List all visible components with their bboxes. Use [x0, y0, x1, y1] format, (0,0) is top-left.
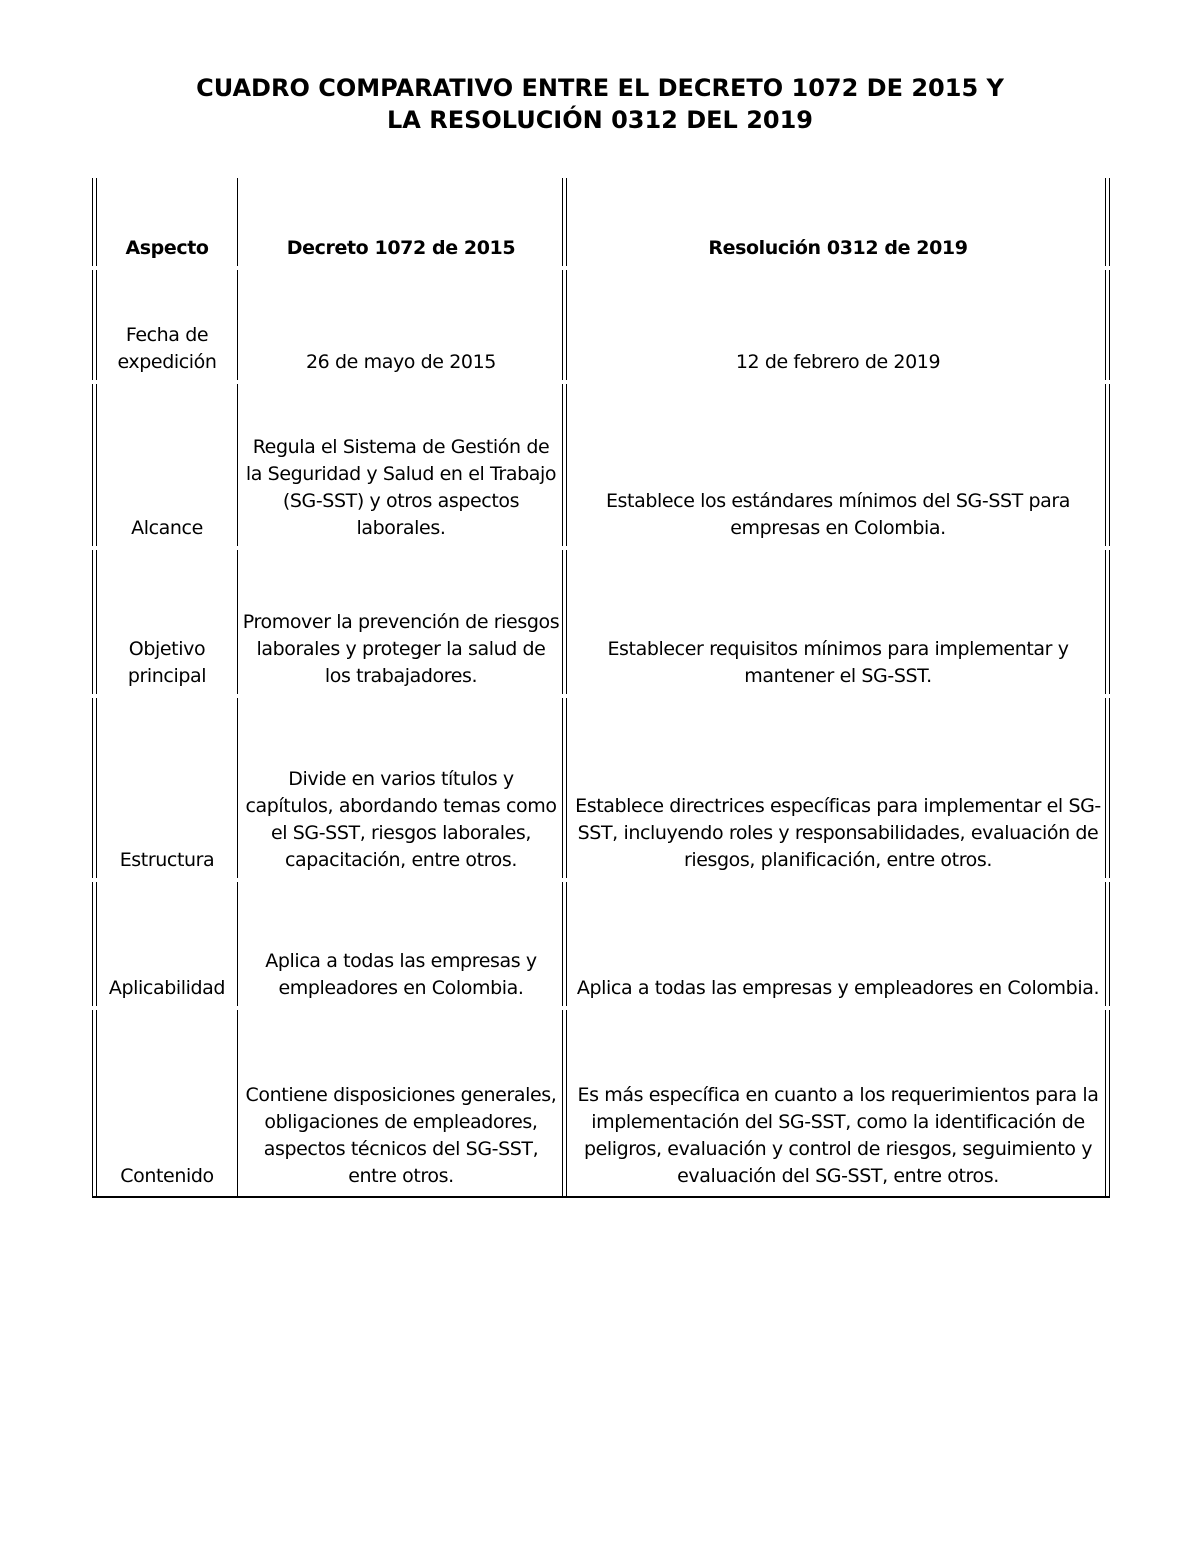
table-cell-resolucion: Establece los estándares mínimos del SG-SST para empresas en Colombia. — [605, 490, 1071, 539]
table-cell-decreto: Divide en varios títulos y capítulos, abordando temas como el SG-SST, riesgos laborales, capacitación, entre otros. — [245, 768, 557, 871]
table-cell-aspect: Objetivo principal — [127, 638, 207, 687]
table-cell-decreto: Regula el Sistema de Gestión de la Seguridad y Salud en el Trabajo (SG-SST) y otros aspectos laborales. — [245, 436, 557, 539]
table-cell-aspect: Fecha de expedición — [117, 324, 217, 373]
table-cell-aspect: Estructura — [119, 849, 215, 871]
table-cell-decreto: Promover la prevención de riesgos laborales y proteger la salud de los trabajadores. — [242, 611, 560, 687]
title-line-1: CUADRO COMPARATIVO ENTRE EL DECRETO 1072 DE 2015 Y — [196, 74, 1004, 102]
header-aspecto: Aspecto — [125, 237, 209, 259]
table-cell-resolucion: 12 de febrero de 2019 — [735, 351, 941, 373]
table-cell-aspect: Aplicabilidad — [108, 977, 226, 999]
header-resolucion: Resolución 0312 de 2019 — [708, 237, 968, 259]
table-cell-decreto: 26 de mayo de 2015 — [305, 351, 496, 373]
page-title — [0, 72, 1200, 136]
comparison-table — [92, 178, 1110, 1198]
table-cell-resolucion: Establecer requisitos mínimos para implementar y mantener el SG-SST. — [607, 638, 1069, 687]
table-cell-resolucion: Establece directrices específicas para implementar el SG-SST, incluyendo roles y responsabilidades, evaluación de riesgos, planificación, entre otros. — [575, 795, 1101, 871]
table-cell-decreto: Aplica a todas las empresas y empleadores en Colombia. — [265, 950, 537, 999]
table-cell-decreto: Contiene disposiciones generales, obligaciones de empleadores, aspectos técnicos del SG-SST, entre otros. — [245, 1084, 557, 1187]
table-cell-resolucion: Aplica a todas las empresas y empleadores en Colombia. — [576, 977, 1100, 999]
table-cell-resolucion: Es más específica en cuanto a los requerimientos para la implementación del SG-SST, como la identificación de peligros, evaluación y control de riesgos, seguimiento y evaluación del SG-SST, entre otros. — [577, 1084, 1099, 1187]
table-cell-aspect: Contenido — [120, 1165, 214, 1187]
header-decreto: Decreto 1072 de 2015 — [286, 237, 516, 259]
title-line-2: LA RESOLUCIÓN 0312 DEL 2019 — [386, 106, 813, 134]
table-cell-aspect: Alcance — [131, 517, 203, 539]
